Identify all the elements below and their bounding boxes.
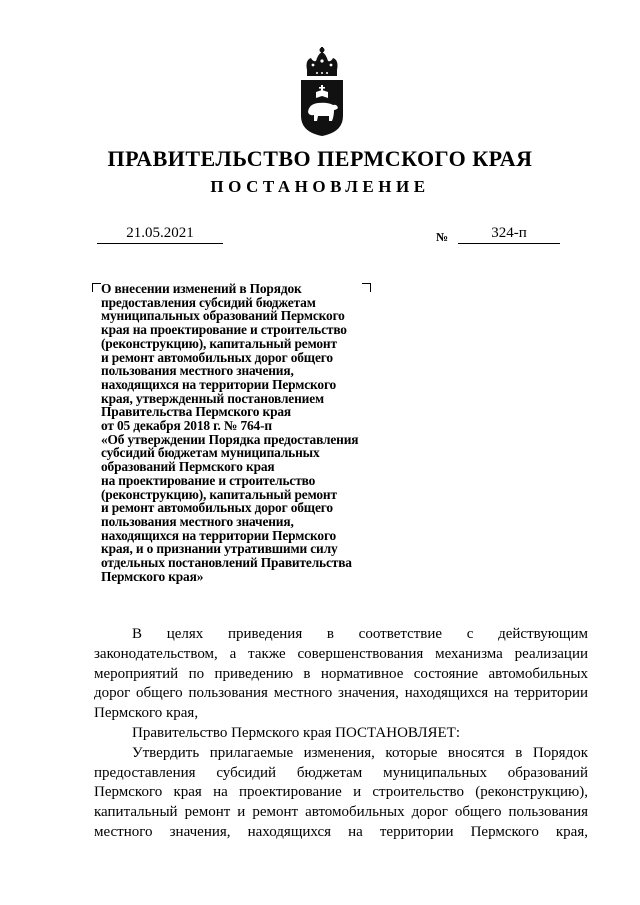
subject-line: Пермского края» [101, 568, 204, 584]
body-line: местного значения, находящихся на территории Пермского края, [94, 823, 588, 840]
body-line: Пермского края, [94, 705, 199, 722]
subject-line: образований Пермского края [101, 459, 275, 475]
body-line: капитальный ремонт и ремонт автомобильных дорог общего пользования [94, 804, 588, 821]
subject-line: (реконструкцию), капитальный ремонт [101, 486, 337, 502]
body-line: предоставления субсидий бюджетам муниципальных образований [94, 764, 588, 781]
body-line: законодательством, а также совершенствования механизма реализации [94, 645, 588, 662]
body-line: В целях приведения в соответствие с действующим [132, 626, 588, 642]
subject-line: и ремонт автомобильных дорог общего [101, 349, 333, 365]
organization-title: ПРАВИТЕЛЬСТВО ПЕРМСКОГО КРАЯ [107, 146, 533, 171]
document-type-heading: ПОСТАНОВЛЕНИЕ [210, 177, 430, 196]
subject-line: от 05 декабря 2018 г. № 764-п [101, 418, 272, 434]
subject-line: края на проектирование и строительство [101, 322, 347, 338]
subject-line: муниципальных образований Пермского [101, 308, 345, 324]
subject-line: находящихся на территории Пермского [101, 376, 337, 392]
subject-line: отдельных постановлений Правительства [101, 555, 352, 571]
subject-line: пользования местного значения, [101, 363, 294, 379]
subject-line: края, утвержденный постановлением [101, 390, 324, 406]
subject-line: О внесении изменений в Порядок [101, 281, 302, 296]
document-body [94, 625, 588, 843]
subject-line: и ремонт автомобильных дорог общего [101, 500, 333, 516]
document-date: 21.05.2021 [97, 225, 223, 244]
subject-bracket-left-mark [92, 283, 101, 292]
number-sign: № [436, 230, 449, 244]
subject-line: предоставления субсидий бюджетам [101, 294, 316, 310]
document-number: 324-п [458, 225, 560, 244]
subject-line: на проектирование и строительство [101, 472, 316, 488]
body-line: Утвердить прилагаемые изменения, которые вносятся в Порядок [132, 744, 588, 761]
subject-line: субсидий бюджетам муниципальных [101, 445, 320, 461]
subject-line: (реконструкцию), капитальный ремонт [101, 335, 337, 351]
subject-line: «Об утверждении Порядка предоставления [101, 431, 359, 447]
document-subject [101, 282, 421, 583]
body-line: дорог общего пользования местного значения, находящихся на территории [94, 685, 588, 702]
perm-krai-coat-of-arms-icon [296, 46, 348, 138]
subject-line: находящихся на территории Пермского [101, 527, 337, 543]
subject-line: края, и о признании утратившими силу [101, 541, 338, 557]
body-line: Пермского края на проектирование и строительство (реконструкцию), [94, 784, 588, 801]
body-line: Правительство Пермского края ПОСТАНОВЛЯЕТ: [132, 724, 461, 741]
subject-line: пользования местного значения, [101, 513, 294, 529]
body-line: мероприятий по приведению в нормативное состояние автомобильных [94, 665, 588, 682]
subject-line: Правительства Пермского края [101, 404, 292, 420]
